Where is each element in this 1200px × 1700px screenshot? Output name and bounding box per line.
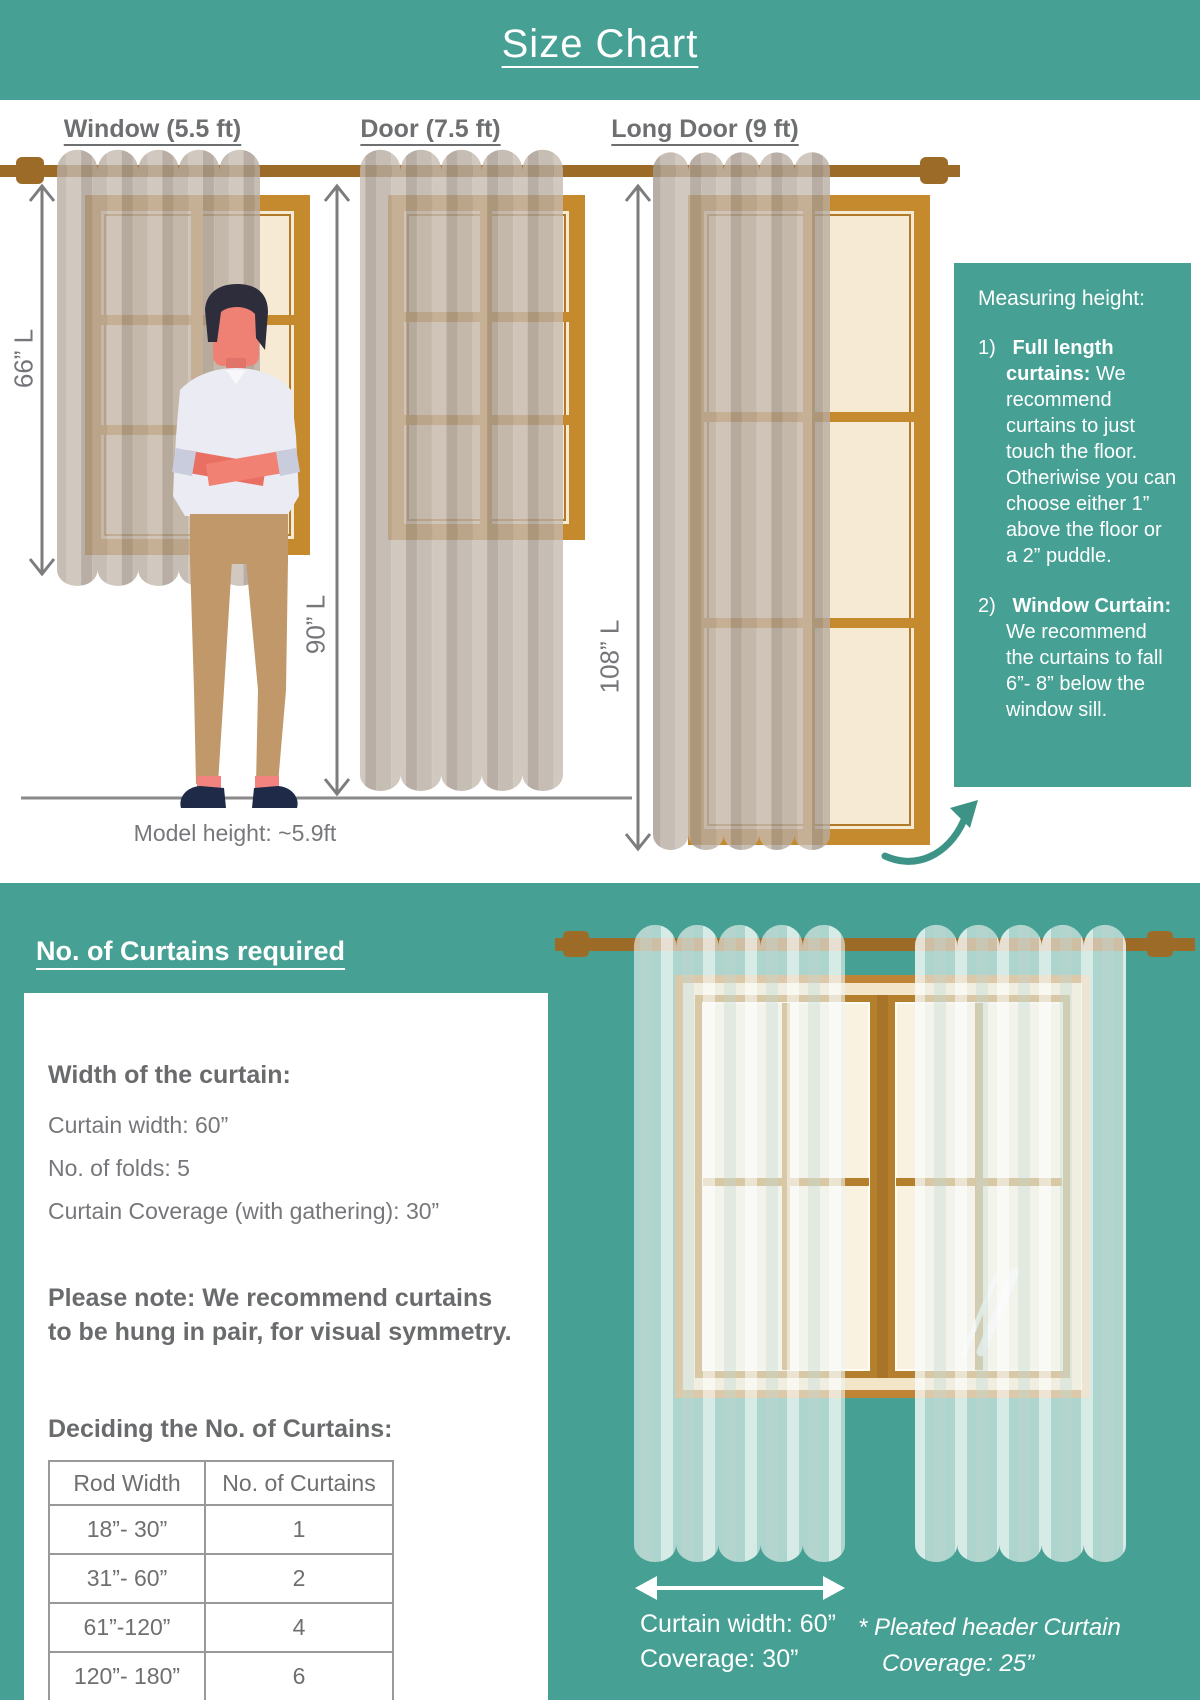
length-label-90: 90” L xyxy=(300,594,331,655)
column-label-window: Window (5.5 ft) xyxy=(63,115,242,143)
info-item-full-length xyxy=(978,335,1177,569)
info-item-text: We recommend the curtains to fall 6”- 8” below the window sill. xyxy=(1006,621,1163,721)
info-item-bold: Window Curtain: xyxy=(1012,595,1172,617)
table-cell-range: 18”- 30” xyxy=(49,1505,205,1554)
curtain-count-table xyxy=(48,1460,394,1700)
sheer-curtain-right xyxy=(915,925,1126,1562)
sheer-curtain-left xyxy=(634,925,845,1562)
curtain-width-arrow xyxy=(635,1576,845,1600)
table-row xyxy=(49,1554,393,1603)
table-cell-count: 1 xyxy=(205,1505,393,1554)
info-item-number: 1) xyxy=(978,337,996,359)
curtains-required-section xyxy=(0,883,1200,1700)
info-item-window-curtain xyxy=(978,593,1177,723)
measure-arrow-90 xyxy=(325,186,349,794)
info-box-title: Measuring height: xyxy=(978,287,1145,310)
card-line-coverage: Curtain Coverage (with gathering): 30” xyxy=(48,1198,440,1224)
card-line-folds: No. of folds: 5 xyxy=(48,1155,190,1181)
curtain-108in xyxy=(653,152,830,850)
measuring-height-diagram xyxy=(0,100,1200,883)
length-label-108: 108” L xyxy=(594,619,625,694)
section-heading: No. of Curtains required xyxy=(36,936,346,966)
table-cell-range: 31”- 60” xyxy=(49,1554,205,1603)
table-cell-range: 61”-120” xyxy=(49,1603,205,1652)
paired-curtains-illustration xyxy=(535,900,1195,1700)
card-line-width: Curtain width: 60” xyxy=(48,1112,229,1138)
curtain-width-card xyxy=(24,993,548,1700)
table-row xyxy=(49,1652,393,1700)
table-cell-range: 120”- 180” xyxy=(49,1652,205,1700)
header-band xyxy=(0,0,1200,100)
table-cell-count: 2 xyxy=(205,1554,393,1603)
table-row xyxy=(49,1603,393,1652)
illustration-curtain-width-label: Curtain width: 60” xyxy=(640,1610,836,1638)
card-note: Please note: We recommend curtains to be hung in pair, for visual symmetry. xyxy=(48,1284,512,1346)
info-item-number: 2) xyxy=(978,595,996,617)
illustration-coverage-label: Coverage: 30” xyxy=(640,1645,799,1673)
pleated-note-line2: Coverage: 25” xyxy=(882,1650,1035,1677)
page-title: Size Chart xyxy=(501,22,699,66)
table-header-row xyxy=(49,1461,393,1505)
table-row xyxy=(49,1505,393,1554)
model-height-label: Model height: ~5.9ft xyxy=(133,820,337,846)
column-label-long-door: Long Door (9 ft) xyxy=(611,115,799,143)
curtain-90in xyxy=(360,150,563,791)
card-width-title: Width of the curtain: xyxy=(48,1061,291,1089)
table-cell-count: 6 xyxy=(205,1652,393,1700)
info-item-text: We recommend curtains to just touch the floor. Otheriwise you can choose either 1” above the floor or a 2” puddle. xyxy=(1006,363,1177,567)
measure-arrow-108 xyxy=(626,186,650,849)
table-cell-count: 4 xyxy=(205,1603,393,1652)
card-deciding-title: Deciding the No. of Curtains: xyxy=(48,1415,393,1443)
column-label-door: Door (7.5 ft) xyxy=(360,115,501,143)
info-item-bold: Full length curtains: xyxy=(1006,337,1114,385)
length-label-66: 66” L xyxy=(8,328,39,389)
table-header-no-of-curtains: No. of Curtains xyxy=(205,1461,393,1505)
measuring-height-info-box xyxy=(954,263,1191,787)
table-header-rod-width: Rod Width xyxy=(49,1461,205,1505)
pleated-note-line1: * Pleated header Curtain xyxy=(858,1614,1121,1641)
